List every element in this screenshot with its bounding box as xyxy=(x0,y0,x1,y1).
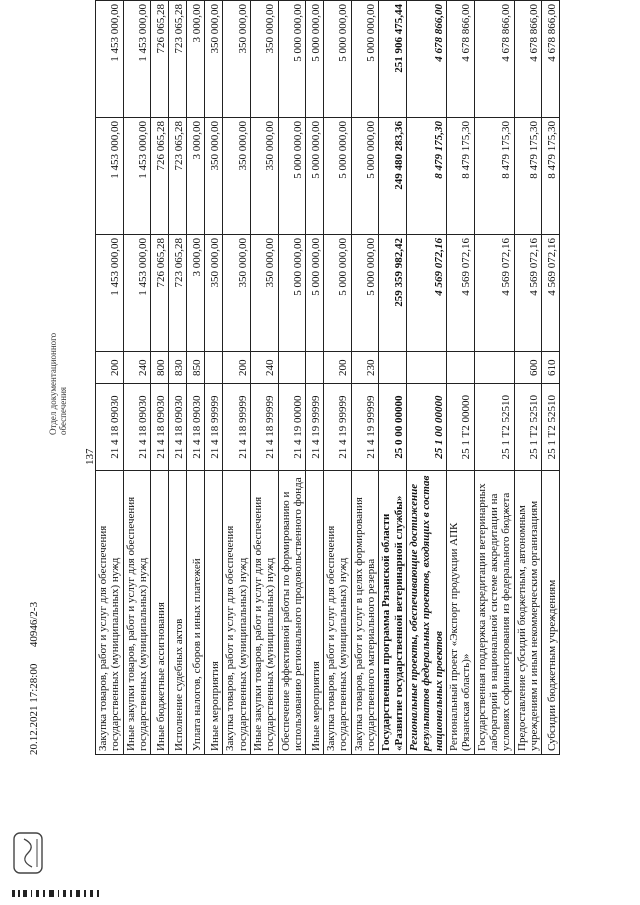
row-name-cell: Государственная поддержка аккредитации ветеринарных лабораторий в национальной системе аккредитации на условиях софинансирования из федерального бюджета xyxy=(474,470,514,754)
row-amount-2023-cell: 1 453 000,00 xyxy=(96,1,124,118)
row-vr-cell xyxy=(205,352,223,384)
row-vr-cell: 850 xyxy=(187,352,205,384)
row-amount-2023-cell: 5 000 000,00 xyxy=(324,1,352,118)
table-row xyxy=(407,1,447,755)
row-amount-2021-cell: 5 000 000,00 xyxy=(278,235,306,352)
row-code-cell: 25 1 T2 52510 xyxy=(542,384,560,471)
table-row xyxy=(379,1,407,755)
row-name-cell: Предоставление субсидий бюджетным, автономным учреждениям и иным некоммерческим организациям xyxy=(514,470,542,754)
row-name-cell: Уплата налогов, сборов и иных платежей xyxy=(187,470,205,754)
row-amount-2022-cell: 249 480 283,36 xyxy=(379,118,407,235)
row-code-cell: 25 1 T2 52510 xyxy=(474,384,514,471)
footer-registration xyxy=(28,602,40,755)
row-name-cell: Иные бюджетные ассигнования xyxy=(151,470,169,754)
row-name-cell: Иные закупки товаров, работ и услуг для обеспечения государственных (муниципальных) нужд xyxy=(123,470,151,754)
budget-table xyxy=(95,0,560,755)
row-amount-2023-cell: 5 000 000,00 xyxy=(351,1,379,118)
table-row xyxy=(514,1,542,755)
row-amount-2023-cell: 4 678 866,00 xyxy=(407,1,447,118)
row-name-cell: Закупка товаров, работ и услуг для обеспечения государственных (муниципальных) нужд xyxy=(96,470,124,754)
footer-dept-line2: обеспечения xyxy=(58,386,69,435)
row-code-cell: 21 4 19 00000 xyxy=(278,384,306,471)
row-amount-2021-cell: 5 000 000,00 xyxy=(324,235,352,352)
row-amount-2021-cell: 5 000 000,00 xyxy=(306,235,324,352)
row-code-cell: 25 1 T2 52510 xyxy=(514,384,542,471)
footer-dept-line1: Отдел документационного xyxy=(48,332,58,435)
barcode-mark xyxy=(12,890,102,897)
table-row xyxy=(351,1,379,755)
page-number: 137 xyxy=(84,448,96,465)
row-vr-cell: 240 xyxy=(250,352,278,384)
table-row xyxy=(324,1,352,755)
row-name-cell: Региональные проекты, обеспечивающие достижение результатов федеральных проектов, входящих в состав национальных проектов xyxy=(407,470,447,754)
budget-table-body xyxy=(96,1,560,755)
row-vr-cell xyxy=(407,352,447,384)
row-vr-cell: 230 xyxy=(351,352,379,384)
row-name-cell: Иные мероприятия xyxy=(306,470,324,754)
row-code-cell: 25 1 00 00000 xyxy=(407,384,447,471)
row-amount-2022-cell: 8 479 175,30 xyxy=(407,118,447,235)
row-vr-cell xyxy=(474,352,514,384)
row-amount-2021-cell: 259 359 982,42 xyxy=(379,235,407,352)
table-row xyxy=(446,1,474,755)
row-name-cell: Иные мероприятия xyxy=(205,470,223,754)
footer-date: 20.12.2021 17:28:00 xyxy=(28,663,40,755)
row-amount-2022-cell: 8 479 175,30 xyxy=(542,118,560,235)
row-vr-cell: 200 xyxy=(324,352,352,384)
row-code-cell: 21 4 18 99999 xyxy=(250,384,278,471)
row-vr-cell: 610 xyxy=(542,352,560,384)
row-code-cell: 21 4 19 99999 xyxy=(324,384,352,471)
row-amount-2022-cell: 350 000,00 xyxy=(205,118,223,235)
row-code-cell: 21 4 19 99999 xyxy=(306,384,324,471)
row-amount-2023-cell: 350 000,00 xyxy=(205,1,223,118)
row-name-cell: Закупка товаров, работ и услуг для обеспечения государственных (муниципальных) нужд xyxy=(324,470,352,754)
row-amount-2023-cell: 4 678 866,00 xyxy=(474,1,514,118)
row-vr-cell: 600 xyxy=(514,352,542,384)
row-amount-2023-cell: 3 000,00 xyxy=(187,1,205,118)
table-row xyxy=(306,1,324,755)
row-amount-2021-cell: 4 569 072,16 xyxy=(514,235,542,352)
table-row xyxy=(278,1,306,755)
row-code-cell: 21 4 18 99999 xyxy=(223,384,251,471)
table-row xyxy=(187,1,205,755)
table-row xyxy=(151,1,169,755)
row-amount-2022-cell: 8 479 175,30 xyxy=(514,118,542,235)
row-amount-2023-cell: 4 678 866,00 xyxy=(542,1,560,118)
row-amount-2023-cell: 726 065,28 xyxy=(151,1,169,118)
row-amount-2022-cell: 8 479 175,30 xyxy=(446,118,474,235)
row-code-cell: 21 4 18 09030 xyxy=(123,384,151,471)
row-amount-2022-cell: 350 000,00 xyxy=(250,118,278,235)
row-amount-2023-cell: 723 065,28 xyxy=(169,1,187,118)
table-row xyxy=(96,1,124,755)
row-amount-2023-cell: 251 906 475,44 xyxy=(379,1,407,118)
row-name-cell: Закупка товаров, работ и услуг для обеспечения государственных (муниципальных) нужд xyxy=(223,470,251,754)
row-amount-2023-cell: 4 678 866,00 xyxy=(514,1,542,118)
row-name-cell: Субсидии бюджетным учреждениям xyxy=(542,470,560,754)
row-vr-cell: 830 xyxy=(169,352,187,384)
row-amount-2022-cell: 1 453 000,00 xyxy=(96,118,124,235)
row-amount-2023-cell: 4 678 866,00 xyxy=(446,1,474,118)
row-code-cell: 21 4 18 09030 xyxy=(187,384,205,471)
row-vr-cell: 200 xyxy=(96,352,124,384)
row-name-cell: Закупка товаров, работ и услуг в целях формирования государственного материального резерва xyxy=(351,470,379,754)
row-amount-2021-cell: 3 000,00 xyxy=(187,235,205,352)
row-amount-2022-cell: 5 000 000,00 xyxy=(306,118,324,235)
row-amount-2022-cell: 723 065,28 xyxy=(169,118,187,235)
row-code-cell: 21 4 18 09030 xyxy=(151,384,169,471)
row-code-cell: 25 0 00 00000 xyxy=(379,384,407,471)
row-amount-2023-cell: 1 453 000,00 xyxy=(123,1,151,118)
row-amount-2023-cell: 350 000,00 xyxy=(223,1,251,118)
row-amount-2022-cell: 5 000 000,00 xyxy=(324,118,352,235)
row-amount-2023-cell: 5 000 000,00 xyxy=(306,1,324,118)
row-name-cell: Иные закупки товаров, работ и услуг для обеспечения государственных (муниципальных) нужд xyxy=(250,470,278,754)
row-amount-2022-cell: 5 000 000,00 xyxy=(351,118,379,235)
row-amount-2021-cell: 350 000,00 xyxy=(223,235,251,352)
row-amount-2021-cell: 5 000 000,00 xyxy=(351,235,379,352)
row-vr-cell: 200 xyxy=(223,352,251,384)
table-row xyxy=(123,1,151,755)
row-amount-2021-cell: 350 000,00 xyxy=(205,235,223,352)
row-amount-2022-cell: 3 000,00 xyxy=(187,118,205,235)
row-amount-2021-cell: 4 569 072,16 xyxy=(542,235,560,352)
row-amount-2022-cell: 5 000 000,00 xyxy=(278,118,306,235)
row-vr-cell: 800 xyxy=(151,352,169,384)
row-code-cell: 21 4 19 99999 xyxy=(351,384,379,471)
row-amount-2022-cell: 8 479 175,30 xyxy=(474,118,514,235)
row-amount-2022-cell: 726 065,28 xyxy=(151,118,169,235)
table-row xyxy=(223,1,251,755)
row-vr-cell xyxy=(306,352,324,384)
footer-department xyxy=(48,333,69,435)
row-amount-2023-cell: 350 000,00 xyxy=(250,1,278,118)
row-code-cell: 21 4 18 09030 xyxy=(169,384,187,471)
row-amount-2021-cell: 726 065,28 xyxy=(151,235,169,352)
table-row xyxy=(205,1,223,755)
table-row xyxy=(250,1,278,755)
footer-code: 40946/2-3 xyxy=(28,601,40,648)
row-code-cell: 25 1 T2 00000 xyxy=(446,384,474,471)
row-amount-2021-cell: 4 569 072,16 xyxy=(474,235,514,352)
table-row xyxy=(542,1,560,755)
row-amount-2021-cell: 723 065,28 xyxy=(169,235,187,352)
row-amount-2021-cell: 4 569 072,16 xyxy=(446,235,474,352)
row-amount-2021-cell: 4 569 072,16 xyxy=(407,235,447,352)
row-code-cell: 21 4 18 99999 xyxy=(205,384,223,471)
row-amount-2021-cell: 1 453 000,00 xyxy=(96,235,124,352)
row-vr-cell xyxy=(278,352,306,384)
row-name-cell: Региональный проект «Экспорт продукции АПК (Рязанская область)» xyxy=(446,470,474,754)
table-row xyxy=(169,1,187,755)
row-vr-cell xyxy=(379,352,407,384)
row-vr-cell xyxy=(446,352,474,384)
row-amount-2022-cell: 1 453 000,00 xyxy=(123,118,151,235)
row-code-cell: 21 4 18 09030 xyxy=(96,384,124,471)
table-row xyxy=(474,1,514,755)
row-name-cell: Обеспечение эффективной работы по формированию и использованию регионального продовольственного фонда xyxy=(278,470,306,754)
row-amount-2023-cell: 5 000 000,00 xyxy=(278,1,306,118)
row-amount-2021-cell: 350 000,00 xyxy=(250,235,278,352)
row-amount-2022-cell: 350 000,00 xyxy=(223,118,251,235)
row-name-cell: Государственная программа Рязанской области «Развитие государственной ветеринарной службы» xyxy=(379,470,407,754)
registry-stamp-icon xyxy=(8,829,48,877)
row-vr-cell: 240 xyxy=(123,352,151,384)
row-amount-2021-cell: 1 453 000,00 xyxy=(123,235,151,352)
row-name-cell: Исполнение судебных актов xyxy=(169,470,187,754)
